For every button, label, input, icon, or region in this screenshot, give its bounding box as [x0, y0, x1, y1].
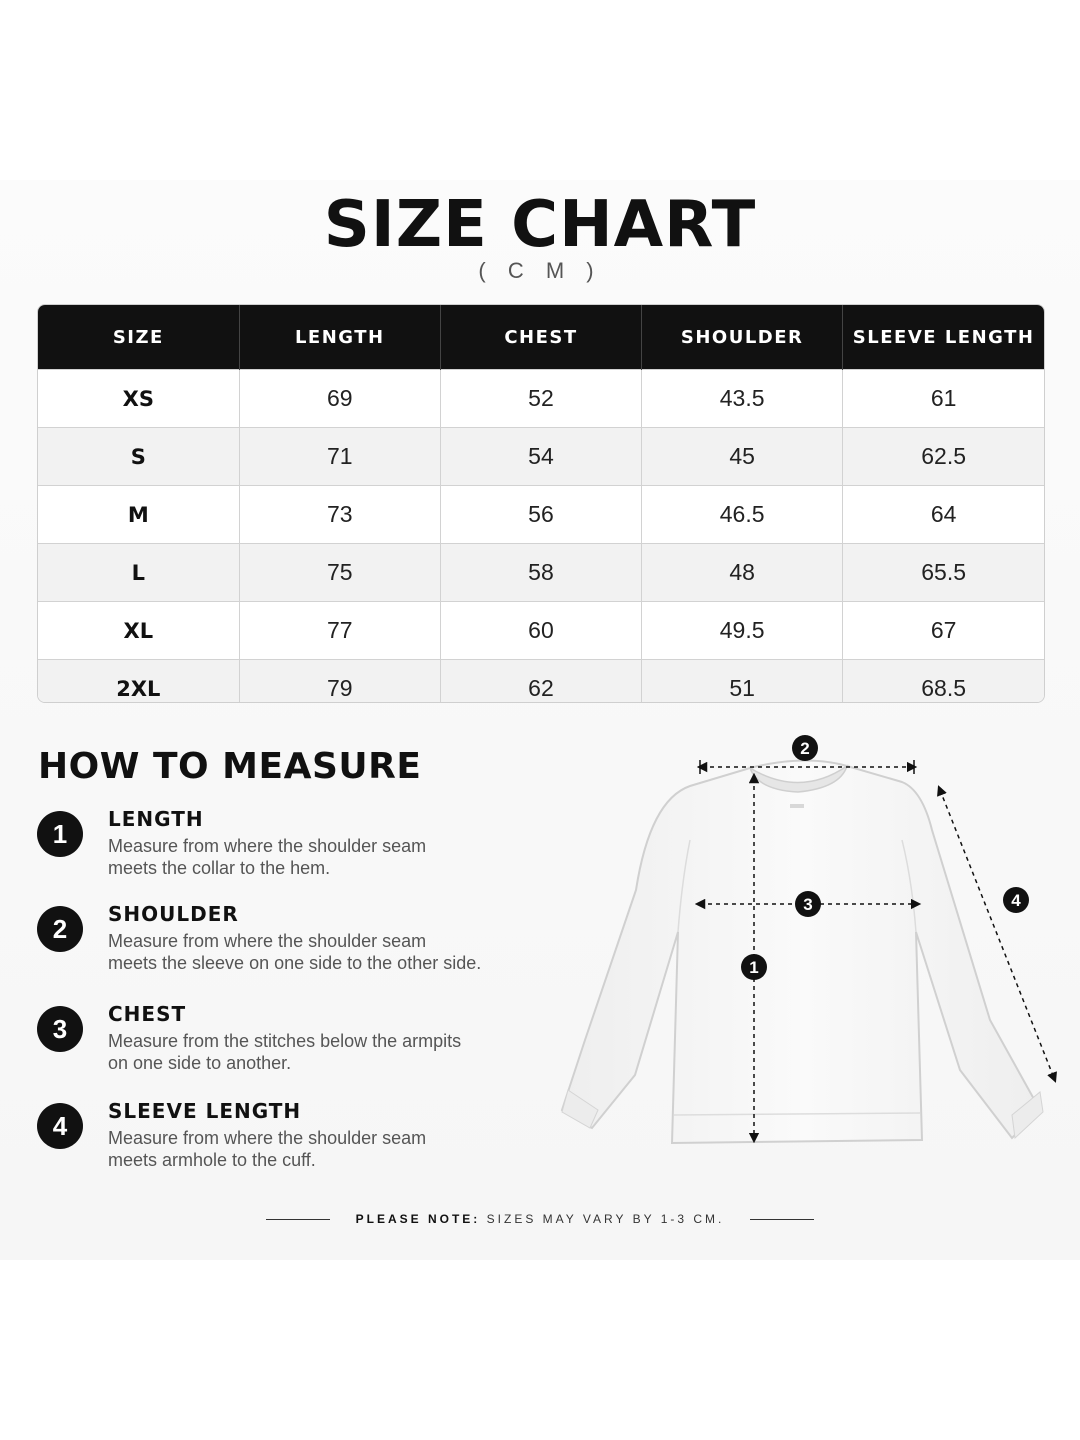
sleeve-length-cell: 62.5 — [843, 428, 1044, 486]
header-chest: CHEST — [440, 305, 641, 370]
step-label: SLEEVE LENGTH — [108, 1099, 302, 1123]
chest-cell: 60 — [440, 602, 641, 660]
note-text: SIZES MAY VARY BY 1-3 CM. — [480, 1212, 725, 1226]
how-to-measure-title: HOW TO MEASURE — [38, 746, 422, 787]
header-length: LENGTH — [239, 305, 440, 370]
step-description-line: Measure from where the shoulder seam — [108, 1128, 427, 1148]
table-row — [38, 486, 1044, 544]
chest-cell: 52 — [440, 370, 641, 428]
size-cell: L — [38, 544, 239, 602]
size-cell: XS — [38, 370, 239, 428]
marker-number: 4 — [1011, 891, 1021, 910]
length-cell: 75 — [239, 544, 440, 602]
sleeve-length-cell: 61 — [843, 370, 1044, 428]
header-sleeve-length: SLEEVE LENGTH — [843, 305, 1044, 370]
sleeve-length-cell: 68.5 — [843, 660, 1044, 704]
shoulder-cell: 45 — [642, 428, 843, 486]
marker-number: 1 — [749, 958, 759, 977]
marker-number: 2 — [800, 739, 810, 758]
marker-number: 3 — [803, 895, 813, 914]
step-description — [108, 930, 538, 974]
step-number-badge: 4 — [37, 1103, 83, 1149]
chest-cell: 58 — [440, 544, 641, 602]
step-description — [108, 1030, 538, 1074]
size-cell: S — [38, 428, 239, 486]
chest-cell: 54 — [440, 428, 641, 486]
step-description-line: meets the collar to the hem. — [108, 858, 331, 878]
length-cell: 77 — [239, 602, 440, 660]
table-row — [38, 544, 1044, 602]
shoulder-cell: 46.5 — [642, 486, 843, 544]
length-cell: 79 — [239, 660, 440, 704]
length-cell: 73 — [239, 486, 440, 544]
step-description-line: Measure from where the shoulder seam — [108, 931, 427, 951]
table-row — [38, 428, 1044, 486]
sleeve-length-cell: 65.5 — [843, 544, 1044, 602]
step-description — [108, 1127, 538, 1171]
step-description-line: Measure from where the shoulder seam — [108, 836, 427, 856]
chest-cell: 62 — [440, 660, 641, 704]
shoulder-cell: 49.5 — [642, 602, 843, 660]
sleeve-length-cell: 67 — [843, 602, 1044, 660]
length-cell: 69 — [239, 370, 440, 428]
size-cell: 2XL — [38, 660, 239, 704]
measurement-diagram — [550, 720, 1060, 1170]
footer-note — [0, 1212, 1080, 1226]
size-table — [37, 304, 1045, 703]
step-label: CHEST — [108, 1002, 187, 1026]
marker-chest — [795, 891, 821, 917]
divider-left — [266, 1219, 330, 1220]
shoulder-cell: 43.5 — [642, 370, 843, 428]
step-description — [108, 835, 538, 879]
marker-sleeve-length — [1003, 887, 1029, 913]
long-sleeve-shirt-icon — [562, 760, 1043, 1143]
table-row — [38, 370, 1044, 428]
step-number-badge: 3 — [37, 1006, 83, 1052]
chest-cell: 56 — [440, 486, 641, 544]
step-number-badge: 1 — [37, 811, 83, 857]
shoulder-cell: 48 — [642, 544, 843, 602]
size-cell: M — [38, 486, 239, 544]
marker-shoulder — [792, 735, 818, 761]
step-description-line: on one side to another. — [108, 1053, 292, 1073]
size-cell: XL — [38, 602, 239, 660]
divider-right — [750, 1219, 814, 1220]
step-number-badge: 2 — [37, 906, 83, 952]
table-header-row — [38, 305, 1044, 370]
step-label: LENGTH — [108, 807, 204, 831]
sleeve-length-cell: 64 — [843, 486, 1044, 544]
step-label: SHOULDER — [108, 902, 239, 926]
step-description-line: meets the sleeve on one side to the other side. — [108, 953, 482, 973]
note-label: PLEASE NOTE: — [355, 1212, 481, 1226]
header-size: SIZE — [38, 305, 239, 370]
table-row — [38, 602, 1044, 660]
table-row — [38, 660, 1044, 704]
length-cell: 71 — [239, 428, 440, 486]
header-shoulder: SHOULDER — [642, 305, 843, 370]
marker-length — [741, 954, 767, 980]
step-description-line: Measure from the stitches below the armpits — [108, 1031, 462, 1051]
page-title: SIZE CHART — [323, 188, 757, 262]
shoulder-cell: 51 — [642, 660, 843, 704]
step-description-line: meets armhole to the cuff. — [108, 1150, 316, 1170]
unit-label: ( C M ) — [478, 258, 602, 283]
